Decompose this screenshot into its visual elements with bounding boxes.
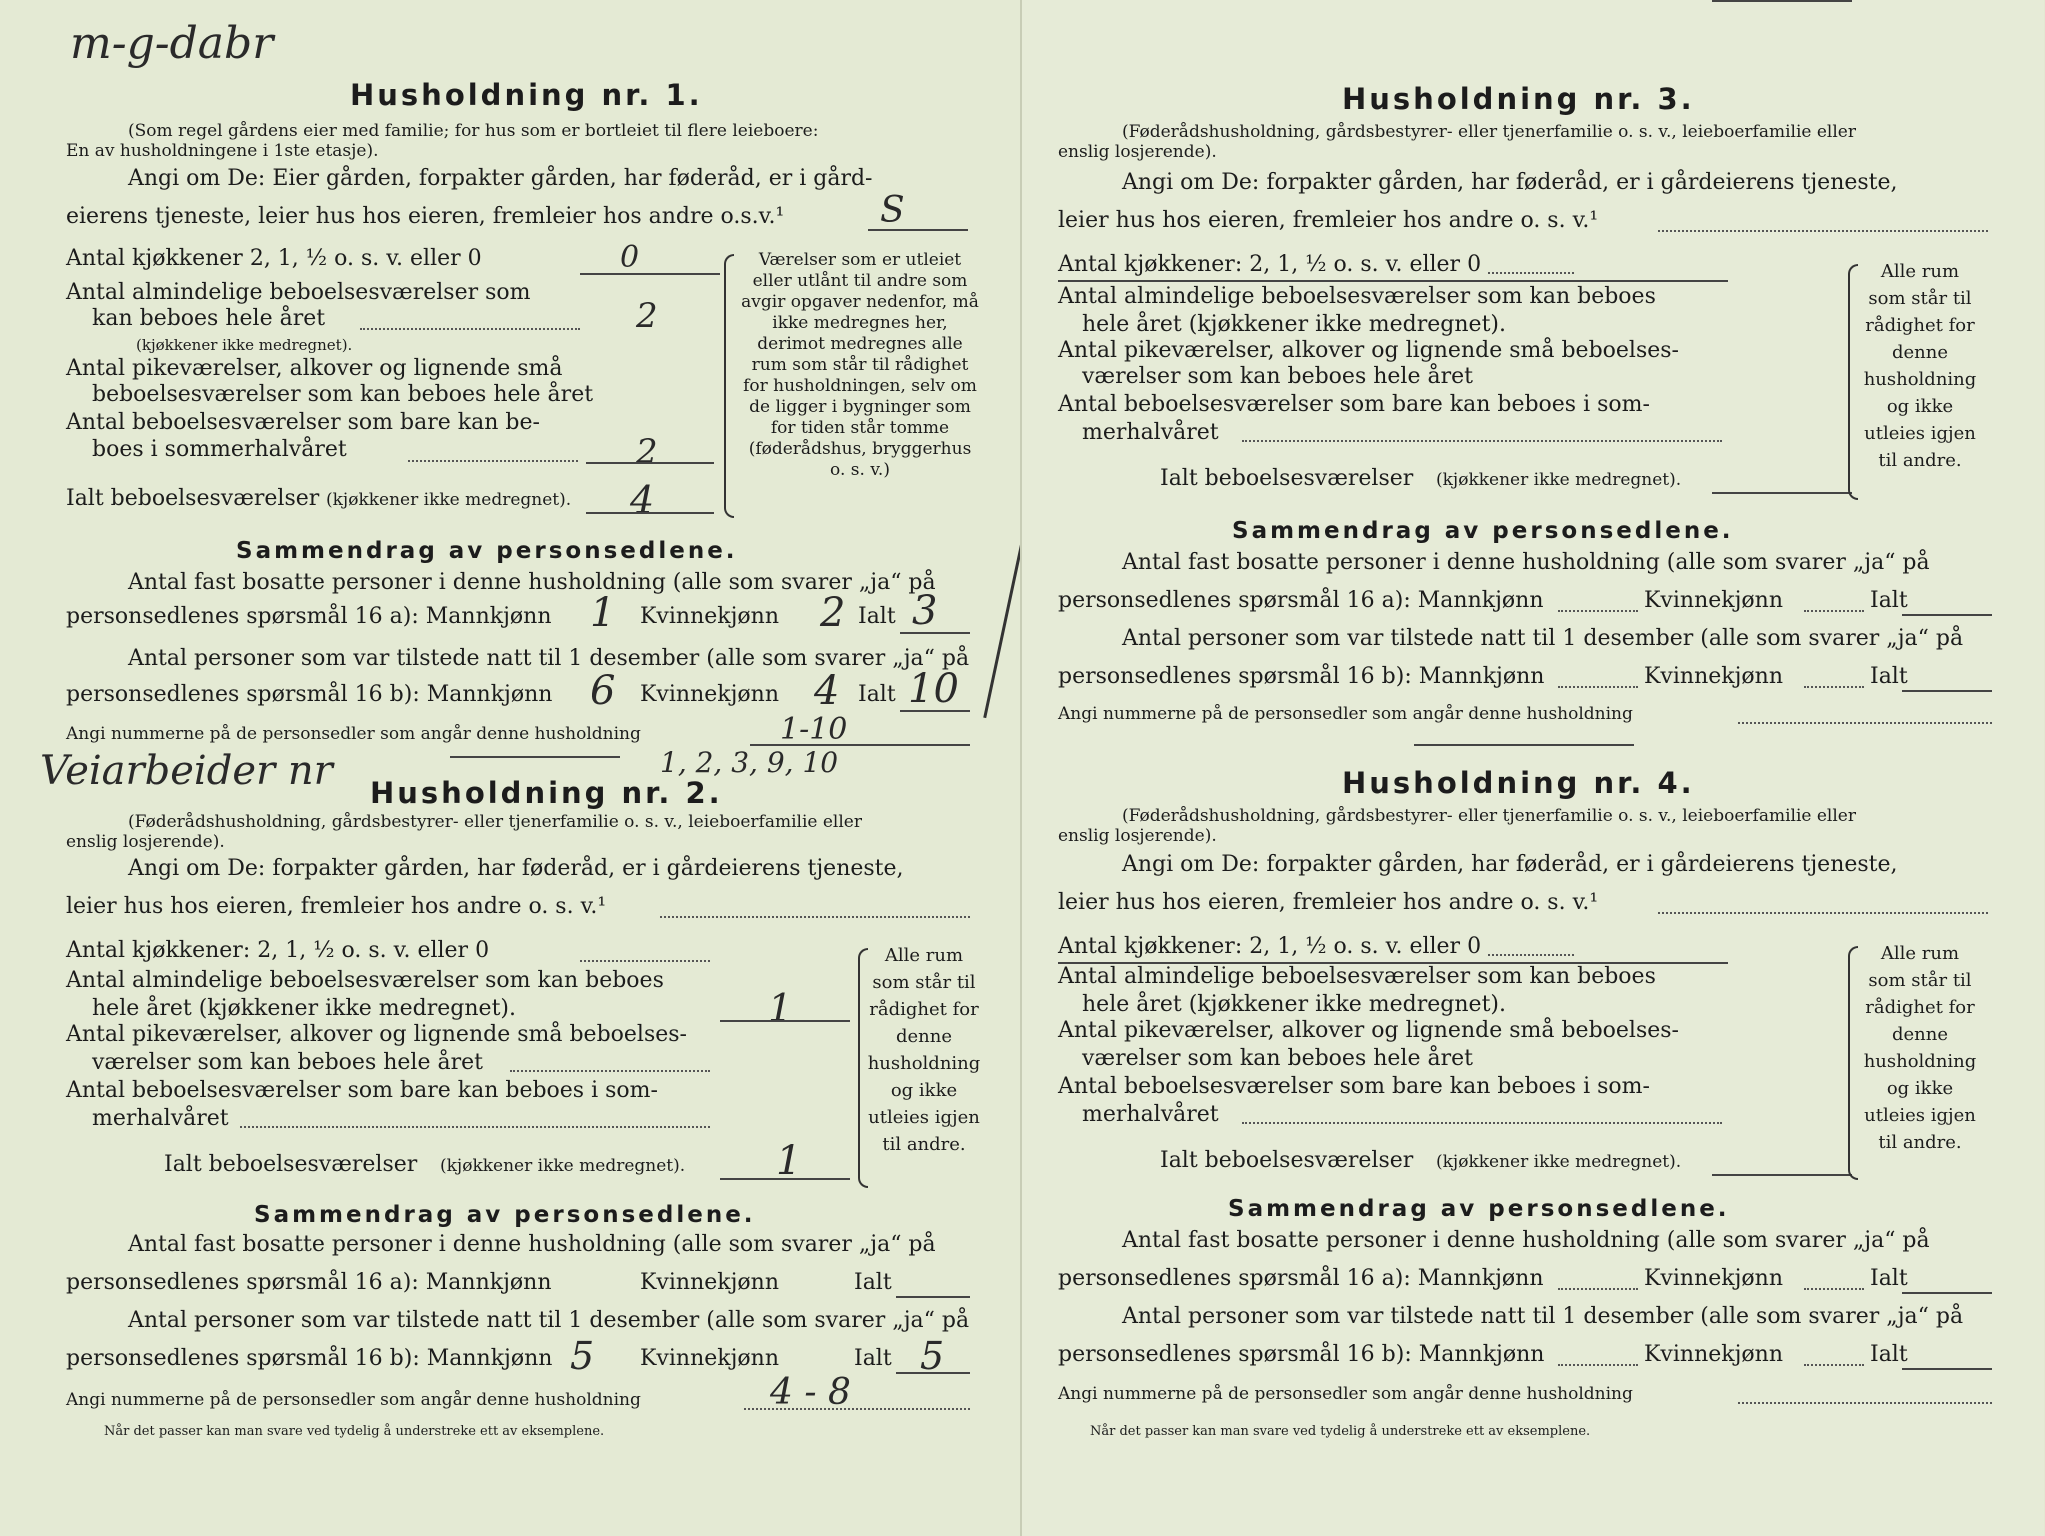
household-3-total-note: (kjøkkener ikke medregnet). bbox=[1436, 470, 1682, 490]
household-2-total-label: Ialt beboelsesværelser bbox=[164, 1152, 418, 1177]
brace-bracket bbox=[1848, 264, 1858, 500]
household-1-resident-female: 2 bbox=[820, 590, 846, 636]
household-1-present-total: 10 bbox=[908, 666, 959, 712]
answer-line bbox=[1712, 492, 1852, 494]
household-1-resident-line1: Antal fast bosatte personer i denne husholdning (alle som svarer „ja“ på bbox=[128, 570, 936, 595]
household-2-rooms-label1: Antal almindelige beboelsesværelser som kan beboes bbox=[66, 968, 664, 993]
household-1-rooms-note: (kjøkkener ikke medregnet). bbox=[136, 336, 353, 354]
dot-leader bbox=[1242, 440, 1722, 442]
dot-leader bbox=[408, 460, 578, 462]
household-4-resident-female-label: Kvinnekjønn bbox=[1644, 1266, 1783, 1291]
household-2-summer-label2: merhalvåret bbox=[92, 1106, 229, 1131]
household-1-resident-total: 3 bbox=[912, 588, 938, 634]
household-3-title: Husholdning nr. 3. bbox=[1342, 82, 1695, 116]
dot-leader bbox=[1558, 1288, 1638, 1290]
left-page bbox=[0, 0, 1022, 1536]
dot-leader bbox=[1738, 1402, 1992, 1404]
answer-line bbox=[900, 632, 970, 634]
household-1-numbers-label: Angi nummerne på de personsedler som angår denne husholdning bbox=[66, 724, 641, 744]
household-4-present-line2: personsedlenes spørsmål 16 b): Mannkjønn bbox=[1058, 1342, 1545, 1367]
angi-answer-line bbox=[868, 229, 968, 231]
household-3-side-note: Alle rum som står til rådighet for denne husholdning og ikke utleies igjen til andre. bbox=[1863, 261, 1977, 471]
household-2-summary-title: Sammendrag av personsedlene. bbox=[254, 1202, 756, 1228]
household-2-numbers-value: 4 - 8 bbox=[770, 1372, 851, 1413]
dot-leader bbox=[1804, 686, 1864, 688]
household-1-rooms-label2: kan beboes hele året bbox=[92, 306, 326, 331]
household-4-angi-line1: Angi om De: forpakter gården, har føderåd, er i gårdeierens tjeneste, bbox=[1122, 852, 1898, 877]
dot-leader bbox=[744, 1408, 970, 1410]
household-3-rooms-label1: Antal almindelige beboelsesværelser som kan beboes bbox=[1058, 284, 1656, 309]
household-2-present-male: 5 bbox=[570, 1334, 595, 1378]
household-1-resident-line2: personsedlenes spørsmål 16 a): Mannkjønn bbox=[66, 604, 552, 629]
household-2-present-line1: Antal personer som var tilstede natt til 1 desember (alle som svarer „ja“ på bbox=[128, 1308, 970, 1333]
answer-line bbox=[1712, 0, 1852, 2]
household-2-rooms-label2: hele året (kjøkkener ikke medregnet). bbox=[92, 996, 516, 1021]
household-4-rooms-label2: hele året (kjøkkener ikke medregnet). bbox=[1082, 992, 1506, 1017]
household-4-angi-line2: leier hus hos eieren, fremleier hos andre o. s. v.¹ bbox=[1058, 890, 1599, 915]
household-3-note-line1: (Føderådshusholdning, gårdsbestyrer- eller tjenerfamilie o. s. v., leieboerfamilie eller bbox=[1122, 122, 1856, 142]
dot-leader bbox=[1488, 954, 1574, 956]
brace-bracket bbox=[724, 254, 734, 518]
answer-line bbox=[900, 710, 970, 712]
household-3-summer-label2: merhalvåret bbox=[1082, 420, 1219, 445]
household-3-numbers-label: Angi nummerne på de personsedler som angår denne husholdning bbox=[1058, 704, 1633, 724]
household-2-kitchens-label: Antal kjøkkener: 2, 1, ½ o. s. v. eller 0 bbox=[66, 938, 490, 963]
dot-leader bbox=[1242, 1122, 1722, 1124]
household-3-angi-line1: Angi om De: forpakter gården, har føderåd, er i gårdeierens tjeneste, bbox=[1122, 170, 1898, 195]
household-2-rooms-value: 1 bbox=[768, 986, 793, 1030]
answer-line bbox=[1902, 1368, 1992, 1370]
household-1-total-note: (kjøkkener ikke medregnet). bbox=[326, 490, 572, 510]
household-2-side-note: Alle rum som står til rådighet for denne husholdning og ikke utleies igjen til andre. bbox=[867, 945, 981, 1155]
household-1-small-rooms-label1: Antal pikeværelser, alkover og lignende små bbox=[66, 356, 563, 381]
dot-leader bbox=[1804, 1288, 1864, 1290]
household-3-resident-total-label: Ialt bbox=[1870, 588, 1908, 613]
footnote-right: Når det passer kan man svare ved tydelig å understreke ett av eksemplene. bbox=[1090, 1424, 1591, 1439]
household-4-summer-label2: merhalvåret bbox=[1082, 1102, 1219, 1127]
answer-line bbox=[896, 1372, 970, 1374]
household-2-numbers-label: Angi nummerne på de personsedler som angår denne husholdning bbox=[66, 1390, 641, 1410]
household-1-summer-label2: boes i sommerhalvåret bbox=[92, 437, 347, 462]
household-2-angi-line1: Angi om De: forpakter gården, har føderåd, er i gårdeierens tjeneste, bbox=[128, 856, 904, 881]
household-1-present-female: 4 bbox=[814, 668, 840, 714]
household-4-note-line1: (Føderådshusholdning, gårdsbestyrer- eller tjenerfamilie o. s. v., leieboerfamilie eller bbox=[1122, 806, 1856, 826]
household-3-rooms-label2: hele året (kjøkkener ikke medregnet). bbox=[1082, 312, 1506, 337]
household-3-resident-line2: personsedlenes spørsmål 16 a): Mannkjønn bbox=[1058, 588, 1544, 613]
answer-line bbox=[586, 512, 714, 514]
household-3-resident-line1: Antal fast bosatte personer i denne husholdning (alle som svarer „ja“ på bbox=[1122, 550, 1930, 575]
check-stroke bbox=[983, 522, 1022, 718]
brace-bracket bbox=[1848, 946, 1858, 1180]
household-3-resident-female-label: Kvinnekjønn bbox=[1644, 588, 1783, 613]
answer-line bbox=[1902, 1292, 1992, 1294]
separator-line bbox=[450, 756, 620, 758]
household-4-side-note: Alle rum som står til rådighet for denne husholdning og ikke utleies igjen til andre. bbox=[1863, 943, 1977, 1153]
footnote-left: Når det passer kan man svare ved tydelig å understreke ett av eksemplene. bbox=[104, 1424, 605, 1439]
household-3-note-line2: enslig losjerende). bbox=[1058, 142, 1217, 162]
household-1-present-male: 6 bbox=[590, 668, 616, 714]
household-2-present-total-label: Ialt bbox=[854, 1346, 892, 1371]
household-1-total-value: 4 bbox=[630, 478, 655, 522]
household-4-title: Husholdning nr. 4. bbox=[1342, 766, 1695, 800]
household-1-title: Husholdning nr. 1. bbox=[350, 78, 703, 112]
household-1-small-rooms-label2: beboelsesværelser som kan beboes hele året bbox=[92, 382, 594, 407]
household-1-kitchens-value: 0 bbox=[620, 240, 640, 275]
handwritten-note-top: m-g-dabr bbox=[70, 18, 274, 69]
household-4-summer-label1: Antal beboelsesværelser som bare kan beboes i som- bbox=[1058, 1074, 1650, 1099]
household-1-present-line2: personsedlenes spørsmål 16 b): Mannkjønn bbox=[66, 682, 553, 707]
household-4-numbers-label: Angi nummerne på de personsedler som angår denne husholdning bbox=[1058, 1384, 1633, 1404]
household-4-rooms-label1: Antal almindelige beboelsesværelser som kan beboes bbox=[1058, 964, 1656, 989]
household-2-present-total: 5 bbox=[920, 1334, 945, 1378]
household-3-angi-line2: leier hus hos eieren, fremleier hos andre o. s. v.¹ bbox=[1058, 208, 1599, 233]
household-4-resident-line1: Antal fast bosatte personer i denne husholdning (alle som svarer „ja“ på bbox=[1122, 1228, 1930, 1253]
handwritten-person-numbers: 1, 2, 3, 9, 10 bbox=[660, 746, 839, 779]
answer-line bbox=[580, 273, 720, 275]
answer-line bbox=[1712, 1174, 1852, 1176]
household-1-note-line1: (Som regel gårdens eier med familie; for hus som er bortleiet til flere leieboere: bbox=[128, 121, 819, 141]
dot-leader bbox=[510, 1070, 710, 1072]
answer-line bbox=[896, 1296, 970, 1298]
household-4-kitchens-label: Antal kjøkkener: 2, 1, ½ o. s. v. eller 0 bbox=[1058, 934, 1482, 959]
household-1-angi-line1: Angi om De: Eier gården, forpakter gården, har føderåd, er i gård- bbox=[128, 166, 873, 191]
household-2-note-line2: enslig losjerende). bbox=[66, 832, 225, 852]
household-2-small-rooms-label2: værelser som kan beboes hele året bbox=[92, 1050, 483, 1075]
dot-leader bbox=[1658, 912, 1988, 914]
section-divider bbox=[1414, 744, 1634, 746]
answer-line bbox=[1902, 614, 1992, 616]
household-3-present-total-label: Ialt bbox=[1870, 664, 1908, 689]
household-2-present-female-label: Kvinnekjønn bbox=[640, 1346, 779, 1371]
household-2-note-line1: (Føderådshusholdning, gårdsbestyrer- eller tjenerfamilie o. s. v., leieboerfamilie eller bbox=[128, 812, 862, 832]
household-1-present-female-label: Kvinnekjønn bbox=[640, 682, 779, 707]
household-1-summer-value: 2 bbox=[636, 432, 658, 472]
household-1-angi-line2: eierens tjeneste, leier hus hos eieren, fremleier hos andre o.s.v.¹ bbox=[66, 204, 785, 229]
dot-leader bbox=[1558, 1364, 1638, 1366]
household-4-total-label: Ialt beboelsesværelser bbox=[1160, 1148, 1414, 1173]
dot-leader bbox=[580, 960, 710, 962]
household-1-numbers-value: 1-10 bbox=[780, 712, 848, 747]
household-4-resident-line2: personsedlenes spørsmål 16 a): Mannkjønn bbox=[1058, 1266, 1544, 1291]
household-1-side-note: Værelser som er utleiet eller utlånt til andre som avgir opgaver nedenfor, må ikke medregnes her, derimot medregnes alle rum som står til rådighet for husholdningen, selv om de ligger i bygninger som for tiden står tomme (føderådshus, bryggerhus o. s. v.) bbox=[741, 250, 979, 480]
household-4-present-female-label: Kvinnekjønn bbox=[1644, 1342, 1783, 1367]
household-4-summary-title: Sammendrag av personsedlene. bbox=[1228, 1196, 1730, 1222]
household-1-total-label: Ialt beboelsesværelser bbox=[66, 486, 320, 511]
household-1-resident-total-label: Ialt bbox=[858, 604, 896, 629]
household-4-present-total-label: Ialt bbox=[1870, 1342, 1908, 1367]
household-3-present-female-label: Kvinnekjønn bbox=[1644, 664, 1783, 689]
dot-leader bbox=[1558, 610, 1638, 612]
household-1-resident-male: 1 bbox=[590, 590, 616, 636]
household-4-total-note: (kjøkkener ikke medregnet). bbox=[1436, 1152, 1682, 1172]
household-3-total-label: Ialt beboelsesværelser bbox=[1160, 466, 1414, 491]
household-3-present-line1: Antal personer som var tilstede natt til 1 desember (alle som svarer „ja“ på bbox=[1122, 626, 1964, 651]
dot-leader bbox=[1558, 686, 1638, 688]
household-3-present-line2: personsedlenes spørsmål 16 b): Mannkjønn bbox=[1058, 664, 1545, 689]
household-2-angi-line2: leier hus hos eieren, fremleier hos andre o. s. v.¹ bbox=[66, 894, 607, 919]
household-3-small-rooms-label2: værelser som kan beboes hele året bbox=[1082, 364, 1473, 389]
household-1-rooms-label1: Antal almindelige beboelsesværelser som bbox=[66, 280, 531, 305]
answer-line bbox=[586, 462, 714, 464]
household-2-resident-female-label: Kvinnekjønn bbox=[640, 1270, 779, 1295]
answer-line bbox=[720, 1178, 850, 1180]
household-3-small-rooms-label1: Antal pikeværelser, alkover og lignende små beboelses- bbox=[1058, 338, 1679, 363]
household-2-total-note: (kjøkkener ikke medregnet). bbox=[440, 1156, 686, 1176]
household-3-summary-title: Sammendrag av personsedlene. bbox=[1232, 518, 1734, 544]
dot-leader bbox=[360, 328, 580, 330]
dot-leader bbox=[240, 1126, 710, 1128]
separator-line bbox=[1058, 280, 1728, 282]
household-3-summer-label1: Antal beboelsesværelser som bare kan beboes i som- bbox=[1058, 392, 1650, 417]
right-page bbox=[1022, 0, 2044, 1536]
dot-leader bbox=[1804, 610, 1864, 612]
household-3-kitchens-label: Antal kjøkkener: 2, 1, ½ o. s. v. eller 0 bbox=[1058, 252, 1482, 277]
dot-leader bbox=[1658, 230, 1988, 232]
household-1-note-line2: En av husholdningene i 1ste etasje). bbox=[66, 141, 379, 161]
household-1-summary-title: Sammendrag av personsedlene. bbox=[236, 538, 738, 564]
household-1-angi-answer: S bbox=[880, 190, 905, 231]
handwritten-occupation: Veiarbeider nr bbox=[40, 748, 333, 794]
answer-line bbox=[720, 1020, 850, 1022]
dot-leader bbox=[1488, 272, 1574, 274]
household-1-resident-female-label: Kvinnekjønn bbox=[640, 604, 779, 629]
household-2-title: Husholdning nr. 2. bbox=[370, 776, 723, 810]
household-1-present-total-label: Ialt bbox=[858, 682, 896, 707]
household-1-kitchens-label: Antal kjøkkener 2, 1, ½ o. s. v. eller 0 bbox=[66, 246, 482, 271]
household-2-resident-line1: Antal fast bosatte personer i denne husholdning (alle som svarer „ja“ på bbox=[128, 1232, 936, 1257]
household-2-resident-line2: personsedlenes spørsmål 16 a): Mannkjønn bbox=[66, 1270, 552, 1295]
household-2-resident-total-label: Ialt bbox=[854, 1270, 892, 1295]
household-1-summer-label1: Antal beboelsesværelser som bare kan be- bbox=[66, 410, 540, 435]
household-2-present-line2: personsedlenes spørsmål 16 b): Mannkjønn bbox=[66, 1346, 553, 1371]
dot-leader bbox=[1804, 1364, 1864, 1366]
household-4-present-line1: Antal personer som var tilstede natt til 1 desember (alle som svarer „ja“ på bbox=[1122, 1304, 1964, 1329]
household-2-summer-label1: Antal beboelsesværelser som bare kan beboes i som- bbox=[66, 1078, 658, 1103]
household-2-total-value: 1 bbox=[776, 1138, 802, 1184]
dot-leader bbox=[1738, 722, 1992, 724]
household-1-present-line1: Antal personer som var tilstede natt til 1 desember (alle som svarer „ja“ på bbox=[128, 646, 970, 671]
household-1-rooms-value: 2 bbox=[636, 296, 658, 336]
household-4-small-rooms-label2: værelser som kan beboes hele året bbox=[1082, 1046, 1473, 1071]
household-2-small-rooms-label1: Antal pikeværelser, alkover og lignende små beboelses- bbox=[66, 1022, 687, 1047]
household-4-small-rooms-label1: Antal pikeværelser, alkover og lignende små beboelses- bbox=[1058, 1018, 1679, 1043]
household-4-note-line2: enslig losjerende). bbox=[1058, 826, 1217, 846]
household-4-resident-total-label: Ialt bbox=[1870, 1266, 1908, 1291]
answer-line bbox=[1902, 690, 1992, 692]
dot-leader bbox=[660, 916, 970, 918]
